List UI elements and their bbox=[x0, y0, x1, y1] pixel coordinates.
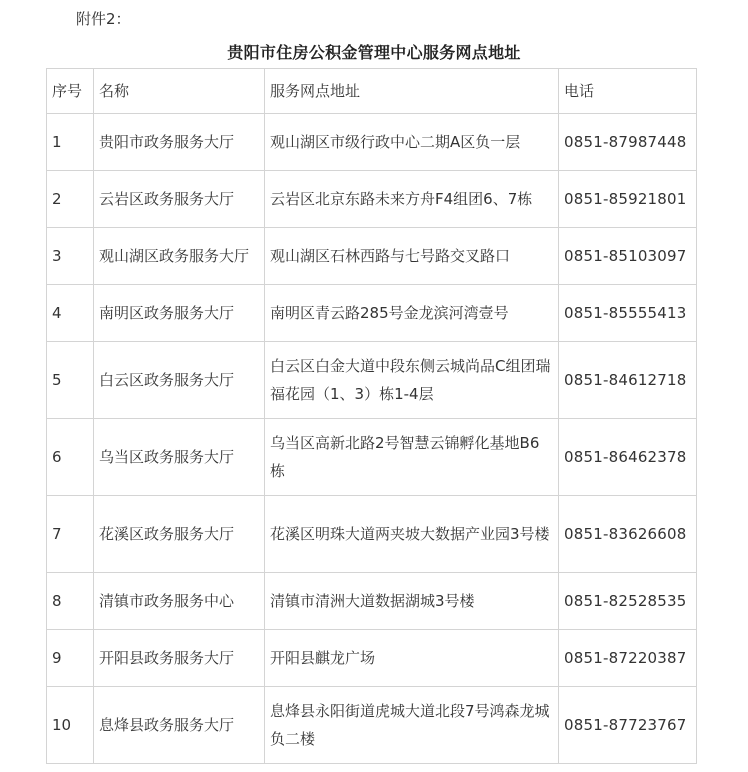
row-phone: 0851-83626608 bbox=[559, 496, 697, 573]
table-row bbox=[47, 342, 697, 419]
row-name: 清镇市政务服务中心 bbox=[94, 573, 265, 630]
table-row bbox=[47, 630, 697, 687]
row-name: 息烽县政务服务大厅 bbox=[94, 687, 265, 764]
row-name: 贵阳市政务服务大厅 bbox=[94, 114, 265, 171]
row-name: 白云区政务服务大厅 bbox=[94, 342, 265, 419]
row-phone: 0851-87220387 bbox=[559, 630, 697, 687]
row-no: 2 bbox=[47, 171, 94, 228]
table-row bbox=[47, 573, 697, 630]
row-no: 1 bbox=[47, 114, 94, 171]
row-no: 4 bbox=[47, 285, 94, 342]
row-phone: 0851-84612718 bbox=[559, 342, 697, 419]
table-header-row bbox=[47, 69, 697, 114]
table-row bbox=[47, 687, 697, 764]
row-no: 3 bbox=[47, 228, 94, 285]
row-address: 息烽县永阳街道虎城大道北段7号鸿森龙城负二楼 bbox=[265, 687, 559, 764]
table-row bbox=[47, 496, 697, 573]
row-address: 观山湖区石林西路与七号路交叉路口 bbox=[265, 228, 559, 285]
page-title: 贵阳市住房公积金管理中心服务网点地址 bbox=[227, 43, 521, 62]
row-phone: 0851-85103097 bbox=[559, 228, 697, 285]
row-name: 乌当区政务服务大厅 bbox=[94, 419, 265, 496]
row-address: 云岩区北京东路未来方舟F4组团6、7栋 bbox=[265, 171, 559, 228]
header-address: 服务网点地址 bbox=[265, 69, 559, 114]
row-no: 7 bbox=[47, 496, 94, 573]
table-row bbox=[47, 171, 697, 228]
row-name: 观山湖区政务服务大厅 bbox=[94, 228, 265, 285]
table-row bbox=[47, 285, 697, 342]
row-no: 5 bbox=[47, 342, 94, 419]
row-name: 开阳县政务服务大厅 bbox=[94, 630, 265, 687]
row-address: 白云区白金大道中段东侧云城尚品C组团瑞福花园（1、3）栋1-4层 bbox=[265, 342, 559, 419]
row-address: 南明区青云路285号金龙滨河湾壹号 bbox=[265, 285, 559, 342]
header-phone: 电话 bbox=[559, 69, 697, 114]
row-phone: 0851-86462378 bbox=[559, 419, 697, 496]
row-name: 花溪区政务服务大厅 bbox=[94, 496, 265, 573]
table-row bbox=[47, 419, 697, 496]
attachment-label: 附件2： bbox=[76, 10, 131, 28]
service-outlet-table bbox=[46, 68, 697, 764]
row-name: 南明区政务服务大厅 bbox=[94, 285, 265, 342]
row-no: 10 bbox=[47, 687, 94, 764]
table-row bbox=[47, 228, 697, 285]
row-name: 云岩区政务服务大厅 bbox=[94, 171, 265, 228]
table-row bbox=[47, 114, 697, 171]
row-address: 花溪区明珠大道两夹坡大数据产业园3号楼 bbox=[265, 496, 559, 573]
row-phone: 0851-82528535 bbox=[559, 573, 697, 630]
row-phone: 0851-85555413 bbox=[559, 285, 697, 342]
row-phone: 0851-87987448 bbox=[559, 114, 697, 171]
row-address: 观山湖区市级行政中心二期A区负一层 bbox=[265, 114, 559, 171]
row-phone: 0851-87723767 bbox=[559, 687, 697, 764]
header-name: 名称 bbox=[94, 69, 265, 114]
row-address: 开阳县麒龙广场 bbox=[265, 630, 559, 687]
row-phone: 0851-85921801 bbox=[559, 171, 697, 228]
row-no: 8 bbox=[47, 573, 94, 630]
header-no: 序号 bbox=[47, 69, 94, 114]
row-address: 乌当区高新北路2号智慧云锦孵化基地B6栋 bbox=[265, 419, 559, 496]
row-no: 9 bbox=[47, 630, 94, 687]
row-no: 6 bbox=[47, 419, 94, 496]
row-address: 清镇市清洲大道数据湖城3号楼 bbox=[265, 573, 559, 630]
